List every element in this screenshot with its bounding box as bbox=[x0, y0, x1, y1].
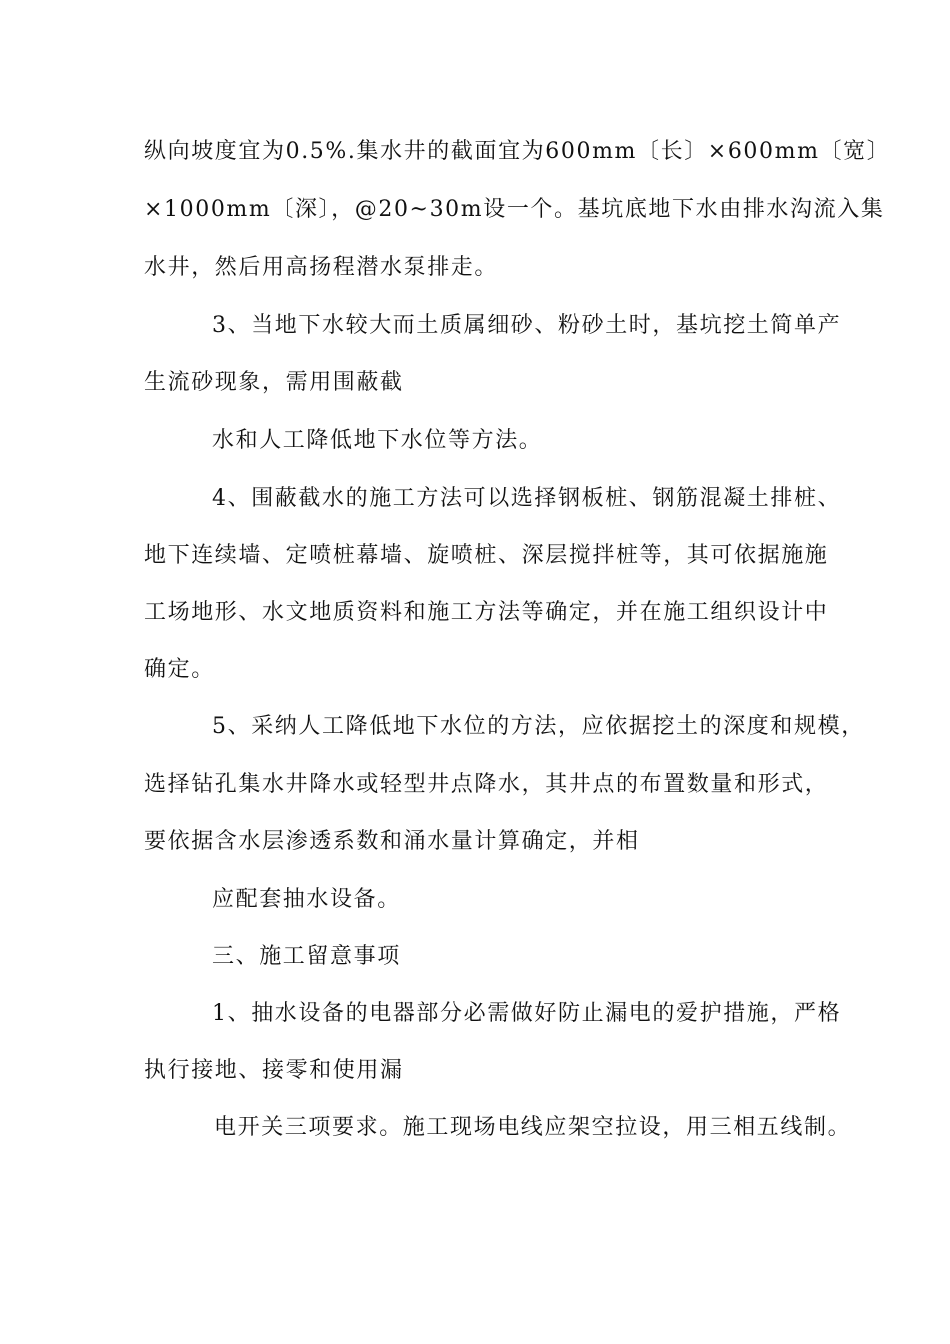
section-heading: 三、施工留意事项 bbox=[212, 944, 401, 969]
text-line: 地下连续墙、定喷桩幕墙、旋喷桩、深层搅拌桩等，其可依据施施 bbox=[144, 543, 829, 568]
text-line: 生流砂现象，需用围蔽截 bbox=[144, 370, 404, 395]
text-line: 应配套抽水设备。 bbox=[212, 887, 401, 912]
text-line: 电开关三项要求。施工现场电线应架空拉设，用三相五线制。 bbox=[214, 1115, 852, 1140]
text-line: 3、当地下水较大而土质属细砂、粉砂土时，基坑挖土简单产 bbox=[212, 313, 842, 338]
text-line: 执行接地、接零和使用漏 bbox=[144, 1058, 404, 1083]
text-line: 纵向坡度宜为0.5%.集水井的截面宜为600mm〔长〕×600mm〔宽〕 bbox=[144, 139, 891, 164]
text-line: 工场地形、水文地质资料和施工方法等确定，并在施工组织设计中 bbox=[144, 600, 829, 625]
text-line: 水井，然后用高扬程潜水泵排走。 bbox=[144, 255, 499, 280]
text-line: 5、采纳人工降低地下水位的方法，应依据挖土的深度和规模， bbox=[212, 714, 865, 739]
text-line: 要依据含水层渗透系数和涌水量计算确定，并相 bbox=[144, 829, 640, 854]
text-line: ×1000mm〔深〕，@20~30m设一个。基坑底地下水由排水沟流入集 bbox=[144, 197, 885, 222]
text-line: 选择钻孔集水井降水或轻型井点降水，其井点的布置数量和形式， bbox=[144, 772, 829, 797]
text-line: 1、抽水设备的电器部分必需做好防止漏电的爱护措施，严格 bbox=[212, 1001, 842, 1026]
text-line: 确定。 bbox=[144, 657, 215, 682]
text-line: 4、围蔽截水的施工方法可以选择钢板桩、钢筋混凝土排桩、 bbox=[212, 486, 842, 511]
text-line: 水和人工降低地下水位等方法。 bbox=[212, 428, 543, 453]
